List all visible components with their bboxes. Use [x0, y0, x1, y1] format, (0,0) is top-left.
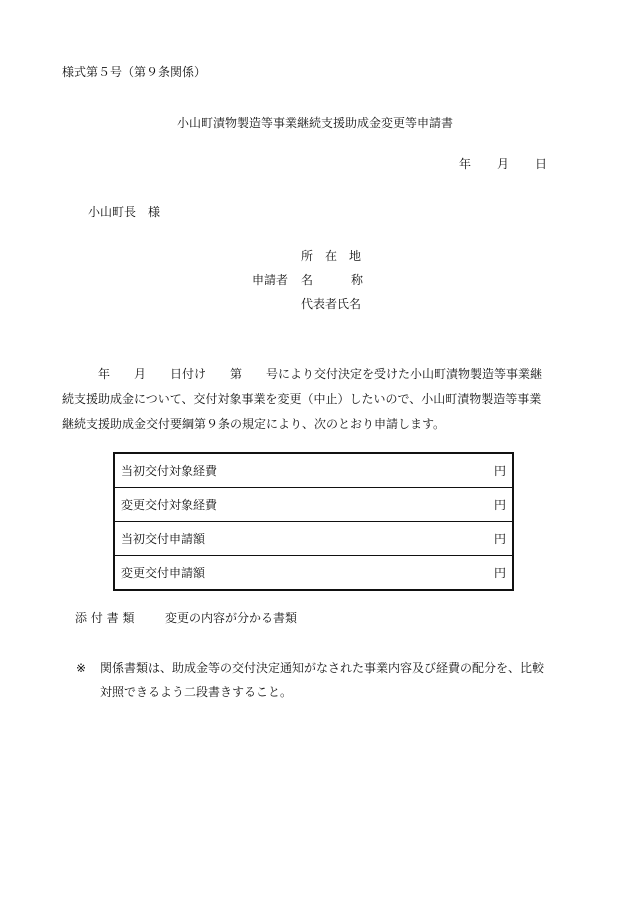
document-title: 小山町漬物製造等事業継続支援助成金変更等申請書: [176, 116, 453, 130]
applicant-address-label: 所 在 地: [301, 249, 362, 263]
note-line-1: 関係書類は、助成金等の交付決定通知がなされた事業内容及び経費の配分を、比較: [100, 661, 545, 675]
row-unit: 円: [460, 522, 513, 556]
body-line-2: 続支援助成金について、交付対象事業を変更（中止）したいので、小山町漬物製造等事業: [62, 392, 542, 406]
applicant-group-label: 申請者: [252, 273, 289, 287]
addressee: 小山町長 様: [88, 205, 161, 219]
amounts-table: [113, 452, 514, 591]
note-line-2: 対照できるよう二段書きすること。: [100, 685, 293, 699]
row-label: 当初交付対象経費: [114, 453, 460, 488]
body-line-3: 継続支援助成金交付要綱第９条の規定により、次のとおり申請します。: [62, 417, 446, 431]
row-unit: 円: [493, 565, 506, 580]
table-row: [114, 488, 513, 522]
applicant-name-label-2: 称: [351, 273, 364, 287]
note-mark: ※: [76, 661, 87, 675]
attachment-label: 添 付 書 類: [75, 611, 135, 625]
row-unit: 円: [460, 488, 513, 522]
row-unit: 円: [460, 453, 513, 488]
form-number: 様式第５号（第９条関係）: [62, 65, 207, 79]
date-month-label: 月: [497, 157, 510, 171]
table-row: [114, 522, 513, 556]
applicant-name-label-1: 名: [301, 273, 314, 287]
table-row: [114, 556, 513, 591]
body-paragraph: [62, 362, 542, 437]
table-row: [114, 453, 513, 488]
row-label: 変更交付対象経費: [114, 488, 460, 522]
row-label: 当初交付申請額: [114, 522, 460, 556]
body-line-1: 年 月 日付け 第 号により交付決定を受けた小山町漬物製造等事業継: [98, 367, 543, 381]
date-year-label: 年: [459, 157, 472, 171]
attachment-value: 変更の内容が分かる書類: [165, 611, 298, 625]
applicant-representative-label: 代表者氏名: [301, 297, 362, 311]
date-day-label: 日: [535, 157, 548, 171]
row-label: 変更交付申請額: [121, 565, 206, 580]
